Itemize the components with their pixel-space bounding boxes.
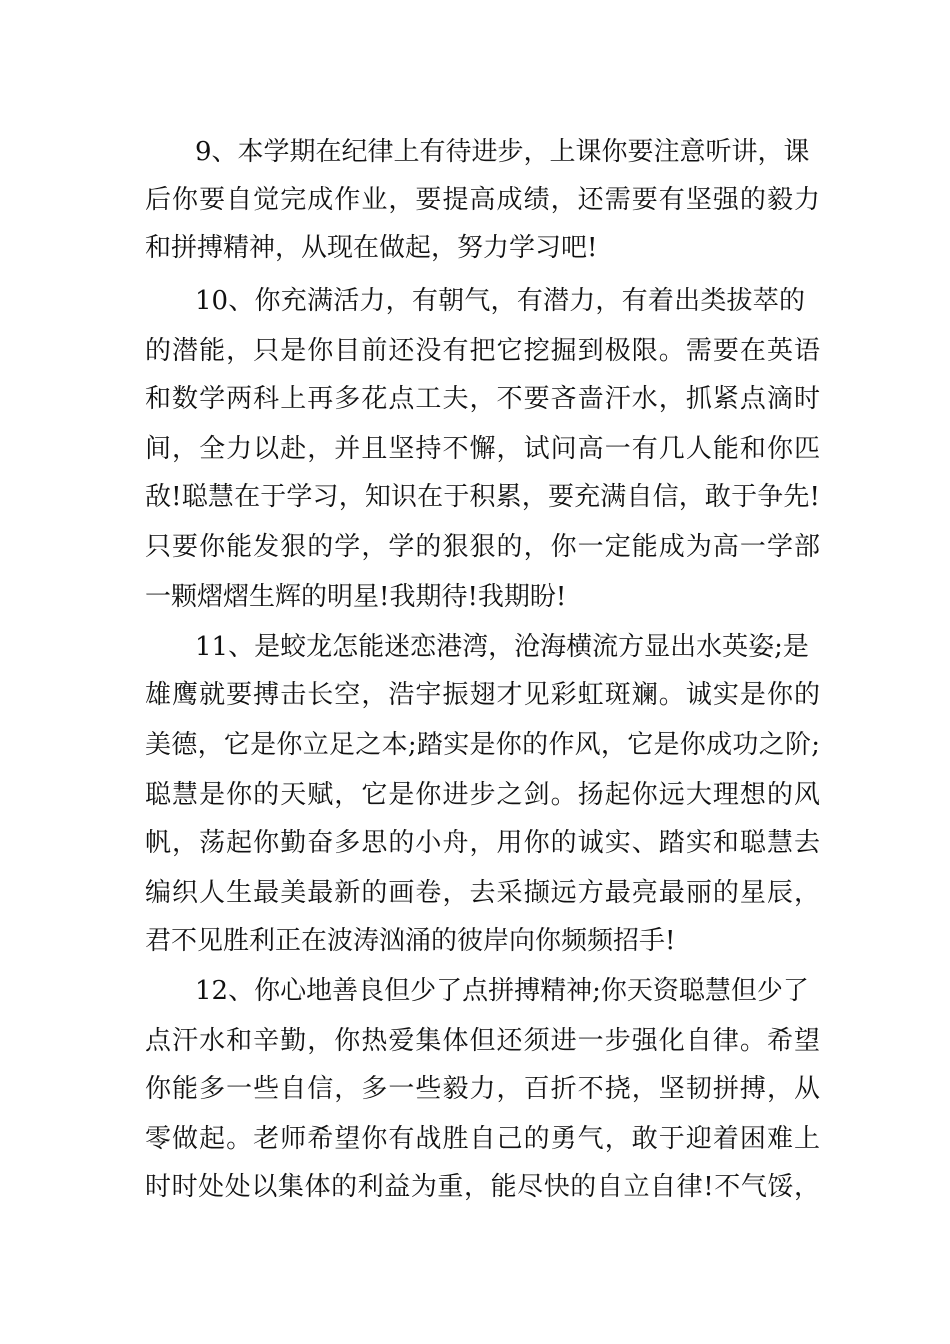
paragraph-line: 编织人生最美最新的画卷，去采撷远方最亮最丽的星辰， bbox=[145, 878, 820, 908]
paragraph-line: 雄鹰就要搏击长空，浩宇振翅才见彩虹斑斓。诚实是你的 bbox=[145, 680, 820, 710]
paragraph-line: 10、你充满活力，有朝气，有潜力，有着出类拔萃的 bbox=[195, 286, 805, 316]
paragraph-line: 零做起。老师希望你有战胜自己的勇气，敢于迎着困难上 bbox=[145, 1124, 820, 1154]
paragraph-line: 聪慧是你的天赋，它是你进步之剑。扬起你远大理想的风 bbox=[145, 780, 820, 810]
paragraph-line: 点汗水和辛勤，你热爱集体但还须进一步强化自律。希望 bbox=[145, 1026, 820, 1056]
paragraph-line: 只要你能发狠的学，学的狠狠的，你一定能成为高一学部 bbox=[145, 532, 820, 562]
paragraph-line: 帆，荡起你勤奋多思的小舟，用你的诚实、踏实和聪慧去 bbox=[145, 828, 820, 858]
paragraph-line: 一颗熠熠生辉的明星!我期待!我期盼! bbox=[145, 582, 567, 612]
paragraph-line: 敌!聪慧在于学习，知识在于积累，要充满自信，敢于争先! bbox=[145, 482, 820, 512]
paragraph-line: 9、本学期在纪律上有待进步，上课你要注意听讲，课 bbox=[195, 137, 810, 167]
paragraph-line: 的潜能，只是你目前还没有把它挖掘到极限。需要在英语 bbox=[145, 336, 820, 366]
paragraph-line: 11、是蛟龙怎能迷恋港湾，沧海横流方显出水英姿;是 bbox=[195, 632, 809, 662]
paragraph-line: 君不见胜利正在波涛汹涌的彼岸向你频频招手! bbox=[145, 926, 676, 956]
paragraph-line: 后你要自觉完成作业，要提高成绩，还需要有坚强的毅力 bbox=[145, 185, 820, 215]
paragraph-line: 和数学两科上再多花点工夫，不要吝啬汗水，抓紧点滴时 bbox=[145, 384, 820, 414]
paragraph-line: 和拼搏精神，从现在做起，努力学习吧! bbox=[145, 233, 598, 263]
paragraph-line: 12、你心地善良但少了点拼搏精神;你天资聪慧但少了 bbox=[195, 976, 809, 1006]
paragraph-line: 美德，它是你立足之本;踏实是你的作风，它是你成功之阶; bbox=[145, 730, 820, 760]
paragraph-line: 时时处处以集体的利益为重，能尽快的自立自律!不气馁， bbox=[145, 1172, 820, 1202]
paragraph-line: 你能多一些自信，多一些毅力，百折不挠，坚韧拼搏，从 bbox=[145, 1074, 820, 1104]
paragraph-line: 间，全力以赴，并且坚持不懈，试问高一有几人能和你匹 bbox=[145, 434, 820, 464]
